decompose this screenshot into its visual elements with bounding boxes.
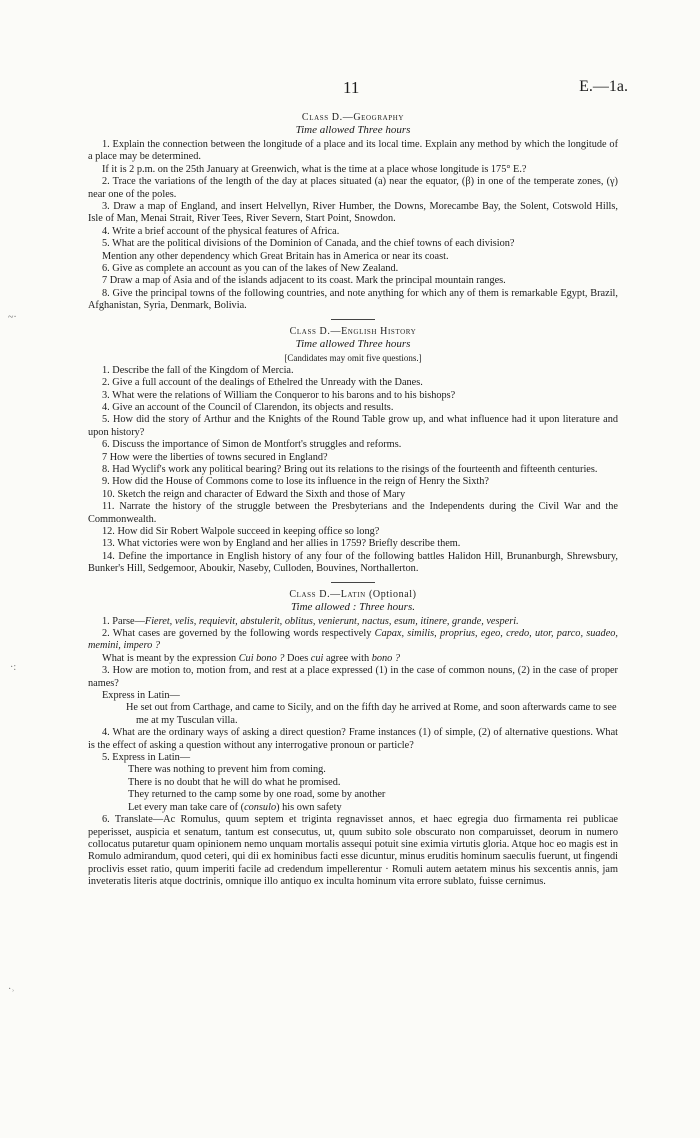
- question: 6. Give as complete an account as you can of the lakes of New Zealand.: [102, 263, 399, 275]
- geography-section: [88, 112, 618, 313]
- question: 4. Write a brief account of the physical features of Africa.: [102, 225, 340, 237]
- question: 5. How did the story of Arthur and the Knights of the Round Table grow up, and what influence had it upon literature and upon history?: [88, 414, 618, 438]
- margin-mark: ~·: [8, 312, 17, 323]
- latin-section: [88, 589, 618, 889]
- question: 8. Had Wyclif's work any political bearing? Bring out its relations to the risings of the fourteenth and fifteenth centuries.: [102, 463, 598, 475]
- question: 8. Give the principal towns of the following countries, and note anything for which any of them is remarkable Egypt, Brazil, Afghanistan, Syria, Denmark, Bolivia.: [88, 287, 618, 312]
- question: 10. Sketch the reign and character of Edward the Sixth and those of Mary: [102, 488, 406, 500]
- time-allowed: Time allowed Three hours: [295, 124, 411, 136]
- question: 1. Explain the connection between the longitude of a place and its local time. Explain any method by which the longitude of a place may be determined.: [88, 139, 618, 163]
- question: 5. Express in Latin—: [102, 752, 191, 764]
- question: 4. What are the ordinary ways of asking a direct question? Frame instances (1) of simple, (2) of alternative questions. What is the effect of asking a question without any interrogative pronoun or particle?: [88, 727, 618, 751]
- question: 12. How did Sir Robert Walpole succeed in keeping office so long?: [102, 525, 380, 537]
- question: 7 How were the liberties of towns secured in England?: [102, 451, 328, 463]
- section-title: Class D.—English History: [289, 325, 417, 337]
- section-title: Class D.—Latin (Optional): [289, 588, 417, 600]
- question: 1. Describe the fall of the Kingdom of Mercia.: [102, 364, 294, 376]
- question: 13. What victories were won by England and her allies in 1759? Briefly describe them.: [102, 538, 461, 550]
- margin-mark: ·:: [10, 662, 17, 673]
- question: 5. What are the political divisions of the Dominion of Canada, and the chief towns of each division?: [102, 238, 515, 250]
- question: 3. What were the relations of William the Conqueror to his barons and to his bishops?: [102, 389, 456, 401]
- question: 3. How are motion to, motion from, and rest at a place expressed (1) in the case of common nouns, (2) in the case of proper names?: [88, 665, 618, 689]
- question: 4. Give an account of the Council of Clarendon, its objects and results.: [102, 401, 394, 413]
- page-header: [88, 78, 628, 106]
- question: 6. Translate—Ac Romulus, quum septem et triginta regnavisset annos, et haec egregia duo firmamenta rei publicae peperisset, auspicia et senatum, tantum est consecutus, ut, quum subito sole obscurato non comparuisset, deorum in numero collocatus putaretur quam opinionem nemo unquam mortalis assequi potuit sine eximia virtutis gloria. Atque hoc eo magis est in Romulo admirandum, quod ceteri, qui dii ex hominibus facti esse dicuntur, minus eruditis hominum saeculis fuerunt, ut fingendi proclivis esset ratio, quum imperiti facile ad credendum impellerentur · Romuli autem aetatem minus his sexcentis annis, jam inveteratis literis atque doctrinis, omnique illo antiquo ex inculta hominum vita errore sublato, fuisse cernimus.: [88, 814, 618, 888]
- question: 1. Parse—Fieret, velis, requievit, abstulerit, oblitus, venierunt, nactus, esum, itinere, grande, vesperi.: [102, 615, 519, 627]
- exercise-sentence: There was nothing to prevent him from coming.: [128, 764, 326, 776]
- candidate-note: [Candidates may omit five questions.]: [284, 352, 422, 363]
- question: 9. How did the House of Commons come to lose its influence in the reign of Henry the Sixth?: [102, 476, 489, 488]
- question: 7 Draw a map of Asia and of the islands adjacent to its coast. Mark the principal mountain ranges.: [102, 275, 506, 287]
- question-part: What is meant by the expression Cui bono ? Does cui agree with bono ?: [102, 652, 401, 664]
- time-allowed: Time allowed Three hours: [295, 337, 411, 350]
- question: 6. Discuss the importance of Simon de Montfort's struggles and reforms.: [102, 439, 402, 451]
- section-divider: [331, 582, 375, 583]
- question-part: Mention any other dependency which Great Britain has in America or near its coast.: [102, 250, 449, 262]
- page-number: 11: [343, 78, 360, 97]
- exercise-sentence: Let every man take care of (consulo) his own safety: [128, 801, 342, 813]
- time-allowed: Time allowed : Three hours.: [291, 600, 415, 613]
- history-section: [88, 326, 618, 576]
- exercise-sentence: He set out from Carthage, and came to Sicily, and on the fifth day he arrived at Rome, and soon afterwards came to see me at my Tusculan villa.: [126, 702, 617, 726]
- question: 3. Draw a map of England, and insert Helvellyn, River Humber, the Downs, Morecambe Bay, the Solent, Cotswold Hills, Isle of Man, Menai Strait, River Tees, River Severn, Start Point, Snowdon.: [88, 201, 618, 225]
- question: 2. What cases are governed by the following words respectively Capax, similis, proprius, egeo, credo, utor, parco, suadeo, memini, impero ?: [88, 628, 618, 652]
- margin-mark: ·˒: [8, 984, 15, 995]
- document-page: [88, 78, 628, 889]
- question-part: If it is 2 p.m. on the 25th January at Greenwich, what is the time at a place whose longitude is 175° E.?: [102, 163, 527, 175]
- exercise-sentence: They returned to the camp some by one road, some by another: [128, 789, 386, 801]
- section-title: Class D.—Geography: [301, 112, 405, 123]
- question-part: Express in Latin—: [102, 690, 180, 702]
- question: 2. Trace the variations of the length of the day at places situated (a) near the equator, (β) in one of the temperate zones, (γ) near one of the poles.: [88, 176, 618, 200]
- section-divider: [331, 319, 375, 320]
- exercise-sentence: There is no doubt that he will do what he promised.: [128, 776, 341, 788]
- document-reference: E.—1a.: [579, 78, 628, 95]
- question: 11. Narrate the history of the struggle between the Presbyterians and the Independents during the Civil War and the Commonwealth.: [88, 501, 618, 525]
- question: 2. Give a full account of the dealings of Ethelred the Unready with the Danes.: [102, 377, 423, 389]
- question: 14. Define the importance in English history of any four of the following battles Halidon Hill, Brunanburgh, Shrewsbury, Bunker's Hill, Sedgemoor, Aboukir, Naseby, Culloden, Bouvines, Northallerton.: [88, 550, 618, 575]
